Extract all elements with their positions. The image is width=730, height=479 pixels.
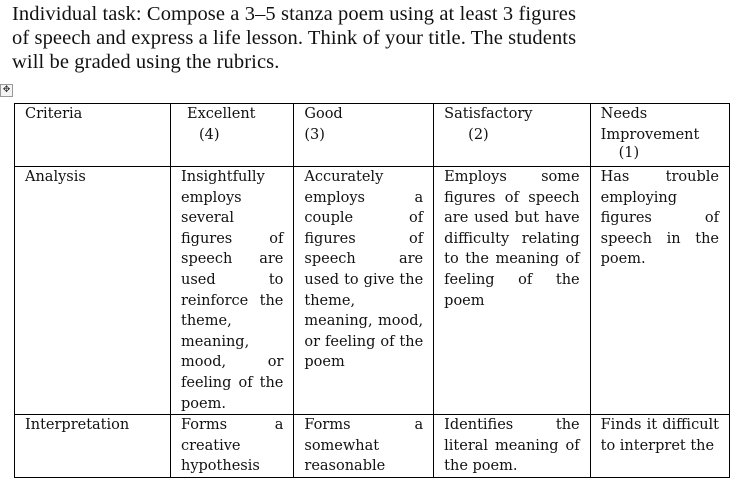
needs-improvement-cell: Finds it difficult to interpret the — [590, 415, 729, 478]
instructions-line-1: Individual task: Compose a 3–5 stanza poem using at least 3 figures — [12, 3, 577, 25]
rubric-table — [14, 103, 730, 478]
header-score: (4) — [199, 126, 220, 143]
header-score: (2) — [468, 126, 489, 143]
needs-improvement-cell: Has trouble employing figures of speech in the poem. — [590, 167, 729, 415]
header-row — [15, 104, 730, 167]
header-needs-improvement — [590, 104, 729, 167]
instructions-line-2: of speech and express a life lesson. Think of your title. The students — [12, 27, 577, 49]
header-label: Good — [304, 106, 343, 122]
criteria-cell: Analysis — [15, 167, 171, 415]
header-excellent — [171, 104, 294, 167]
header-criteria — [15, 104, 171, 167]
task-instructions — [12, 2, 730, 74]
good-cell: Forms a somewhat reasonable — [294, 415, 434, 478]
header-label: Excellent — [187, 106, 256, 122]
satisfactory-cell: Identifies the literal meaning of the poem. — [434, 415, 590, 478]
criteria-cell: Interpretation — [15, 415, 171, 478]
excellent-cell: Forms a creative hypothesis — [171, 415, 294, 478]
header-score: (3) — [304, 126, 325, 143]
table-move-handle-icon[interactable]: ✥ — [0, 84, 13, 97]
header-good — [294, 104, 434, 167]
header-score: (1) — [618, 145, 640, 162]
header-label: Needs Improvement — [600, 106, 700, 143]
satisfactory-cell: Employs some figures of speech are used but have difficulty relating to the meaning of feeling of the poem — [434, 167, 590, 415]
header-satisfactory — [434, 104, 590, 167]
excellent-cell: Insightfully employs several figures of speech are used to reinforce the theme, meaning, mood, or feeling of the poem. — [171, 167, 294, 415]
header-label: Criteria — [25, 106, 83, 122]
table-row — [15, 167, 730, 415]
instructions-line-3: will be graded using the rubrics. — [12, 51, 280, 73]
header-label: Satisfactory — [444, 106, 533, 122]
table-row — [15, 415, 730, 478]
good-cell: Accurately employs a couple of figures of speech are used to give the theme, meaning, mood, or feeling of the poem — [294, 167, 434, 415]
